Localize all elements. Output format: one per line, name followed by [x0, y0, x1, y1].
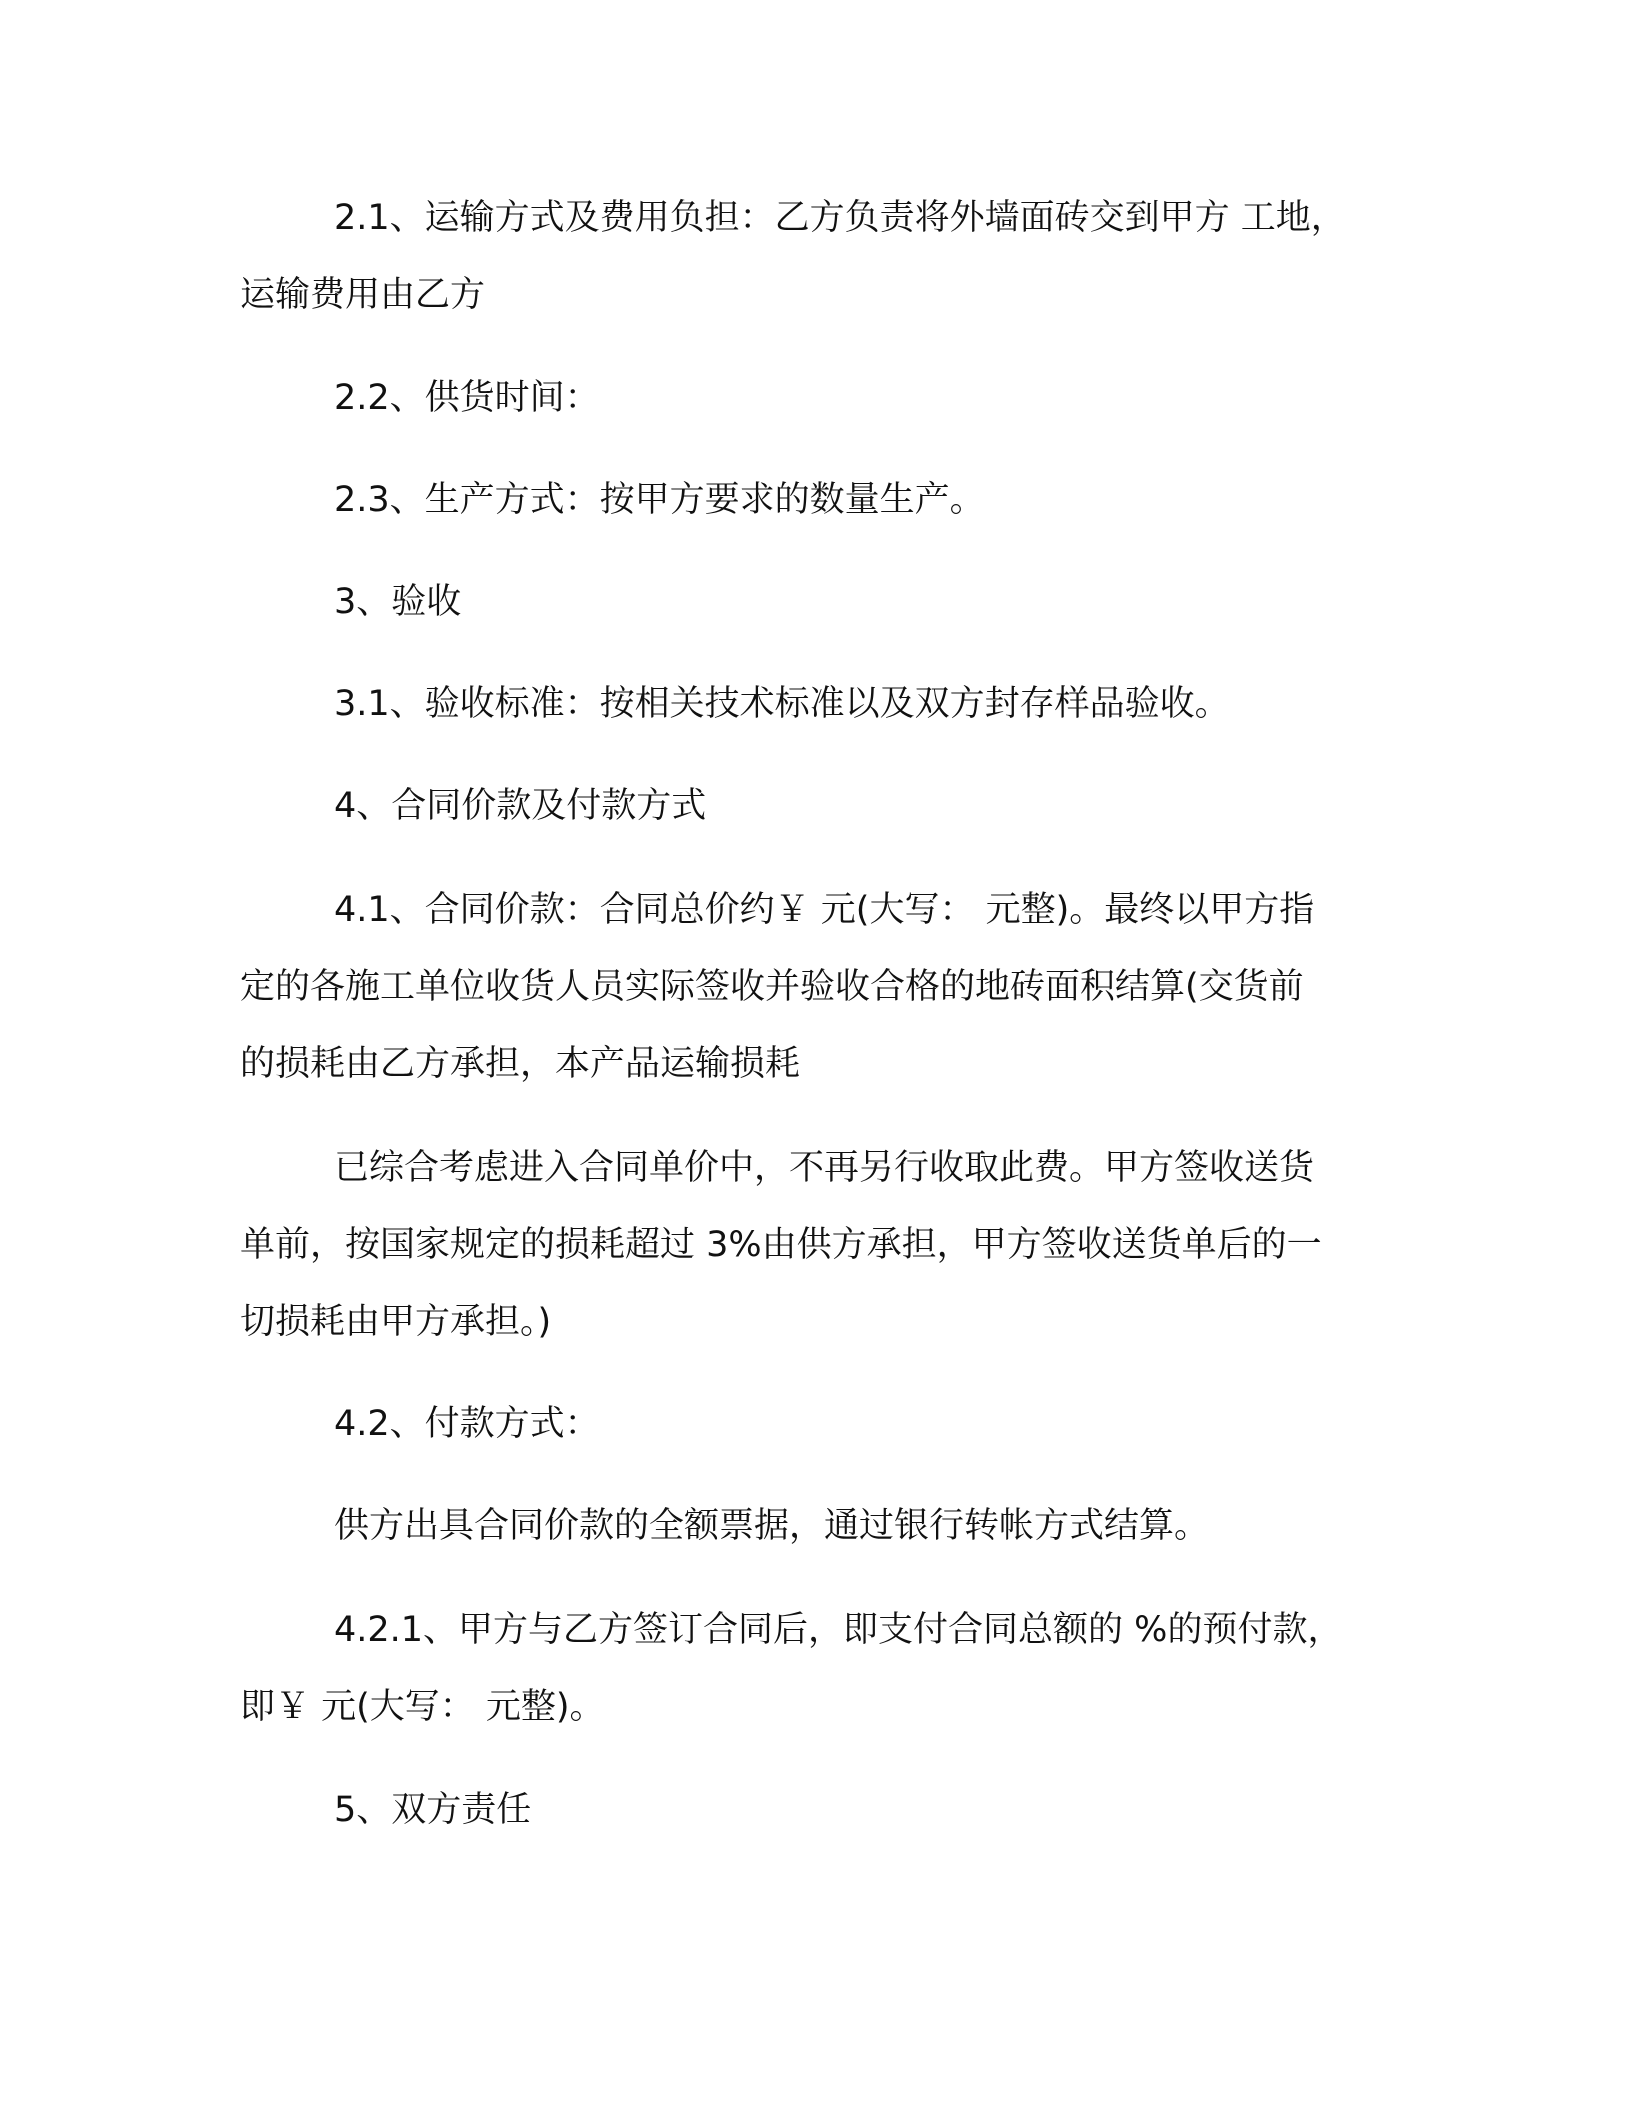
paragraph-2-2 [240, 360, 1400, 437]
section-heading-5 [240, 1772, 1400, 1849]
paragraph-4-2 [240, 1386, 1400, 1463]
paragraph-4-2-body [240, 1488, 1400, 1565]
paragraph-line: 4.1、合同价款：合同总价约￥ 元(大写： 元整)。最终以甲方指 [334, 890, 1315, 930]
paragraph-line: 5、双方责任 [334, 1790, 532, 1830]
paragraph-line: 4.2.1、甲方与乙方签订合同后，即支付合同总额的 %的预付款， [334, 1610, 1343, 1650]
paragraph-line: 3.1、验收标准：按相关技术标准以及双方封存样品验收。 [334, 684, 1230, 724]
paragraph-4-1-continued [240, 1130, 1400, 1361]
paragraph-line: 供方出具合同价款的全额票据，通过银行转帐方式结算。 [334, 1506, 1210, 1546]
paragraph-line: 已综合考虑进入合同单价中，不再另行收取此费。甲方签收送货 [334, 1148, 1315, 1188]
paragraph-line: 即￥ 元(大写： 元整)。 [240, 1687, 605, 1727]
paragraph-2-3 [240, 462, 1400, 539]
paragraph-line: 2.2、供货时间： [334, 378, 600, 418]
paragraph-line: 2.1、运输方式及费用负担：乙方负责将外墙面砖交到甲方 工地， [334, 198, 1346, 238]
paragraph-line: 3、验收 [334, 582, 462, 622]
paragraph-line: 的损耗由乙方承担，本产品运输损耗 [240, 1044, 801, 1084]
section-heading-4 [240, 768, 1400, 845]
paragraph-line: 4.2、付款方式： [334, 1404, 600, 1444]
paragraph-4-1 [240, 872, 1400, 1103]
paragraph-3-1 [240, 666, 1400, 743]
paragraph-line: 切损耗由甲方承担。) [240, 1302, 552, 1342]
paragraph-line: 2.3、生产方式：按甲方要求的数量生产。 [334, 480, 985, 520]
paragraph-line: 4、合同价款及付款方式 [334, 786, 707, 826]
paragraph-line: 定的各施工单位收货人员实际签收并验收合格的地砖面积结算(交货前 [240, 967, 1304, 1007]
section-heading-3 [240, 564, 1400, 641]
paragraph-4-2-1 [240, 1592, 1400, 1746]
paragraph-2-1 [240, 180, 1400, 334]
paragraph-line: 单前，按国家规定的损耗超过 3%由供方承担，甲方签收送货单后的一 [240, 1225, 1322, 1265]
paragraph-line: 运输费用由乙方 [240, 275, 486, 315]
